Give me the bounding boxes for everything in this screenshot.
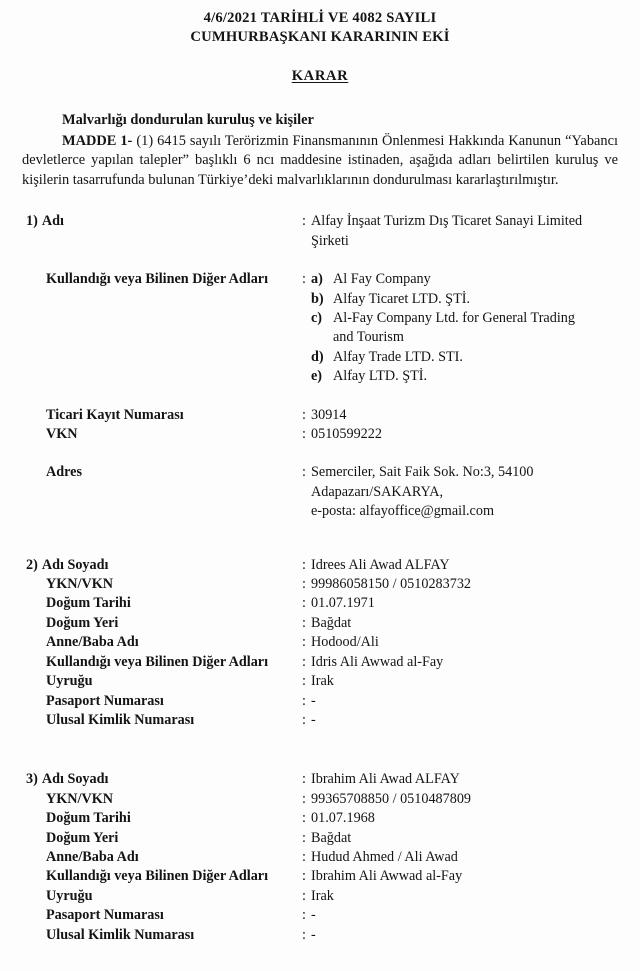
field-row-ykn [0,790,640,809]
address-line-2: Adapazarı/SAKARYA, [311,483,444,500]
organization-name [311,212,622,251]
ykn-vkn-number: 99365708850 / 0510487809 [311,790,472,807]
entry-2-value-parents [302,633,640,652]
entry-1-label-name [0,212,302,231]
intro-section [22,111,618,190]
field-row-fullname [0,556,640,575]
entry-3-label-parents [0,848,302,867]
entry-3-number: 3) [26,771,38,788]
entry-3-value-fullname [302,770,640,789]
parents-names: Hodood/Ali [311,634,379,651]
alias-value: Al Fay Company [333,271,431,288]
field-row-passport [0,692,640,711]
birth-place: Bağdat [311,829,352,846]
label-text: Doğum Tarihi [46,595,131,612]
field-row-birthplace [0,829,640,848]
field-row-nationality [0,672,640,691]
entry-2-value-ykn [302,575,640,594]
colon-separator: : [302,926,306,943]
field-row-aliases [0,270,640,386]
entry-person-2 [0,556,640,731]
address-block [311,463,622,521]
field-row-aliases [0,653,640,672]
colon-separator: : [302,887,306,904]
entry-3-value-birthdate [302,809,640,828]
alias-value: Alfay Ticaret LTD. ŞTİ. [333,290,471,307]
alias-key: a) [311,271,323,288]
list-item-continuation [311,328,622,347]
entry-1-label-address [0,463,302,482]
field-row-birthplace [0,614,640,633]
list-item [311,348,622,367]
label-text: Ulusal Kimlik Numarası [46,926,195,943]
entry-3-label-birthplace [0,829,302,848]
list-item [311,367,622,386]
field-row-parents [0,633,640,652]
field-row-nationality [0,887,640,906]
entry-2-value-birthplace [302,614,640,633]
entry-3-value-nationalid [302,926,640,945]
label-text: Doğum Yeri [46,614,119,631]
entry-2-value-aliases [302,653,640,672]
alias-key: d) [311,348,324,365]
entry-2-value-nationalid [302,711,640,730]
vkn-number: 0510599222 [311,426,382,443]
entry-3-value-passport [302,906,640,925]
alias-key: c) [311,310,323,326]
label-text: Doğum Tarihi [46,810,131,827]
colon-separator: : [302,464,306,481]
field-row-parents [0,848,640,867]
list-item [311,270,622,289]
entry-3-label-ykn [0,790,302,809]
entry-person-3 [0,770,640,945]
person-fullname: Ibrahim Ali Awad ALFAY [311,771,460,788]
label-text: Adı [41,213,64,230]
address-line-1: Semerciler, Sait Faik Sok. No:3, 54100 [311,464,534,481]
colon-separator: : [302,810,306,827]
person-fullname: Idrees Ali Awad ALFAY [311,556,450,573]
entry-3-value-nationality [302,887,640,906]
field-row-nationalid [0,926,640,945]
entry-3-value-aliases [302,867,640,886]
alias-key: b) [311,290,324,307]
field-row-address [0,463,640,521]
entry-2-label-nationalid [0,711,302,730]
label-text: Uyruğu [46,887,93,904]
passport-number: - [311,692,316,709]
decision-title: KARAR [291,68,349,84]
colon-separator: : [302,711,306,728]
entry-1-value-address [302,463,640,521]
registry-number: 30914 [311,406,347,423]
entry-2-label-birthplace [0,614,302,633]
colon-separator: : [302,790,306,807]
entry-2-label-fullname [0,556,302,575]
colon-separator: : [302,634,306,651]
organization-name-line1: Alfay İnşaat Turizm Dış Ticaret Sanayi Limited [311,213,583,230]
birth-place: Bağdat [311,614,352,631]
colon-separator: : [302,213,306,230]
colon-separator: : [302,614,306,631]
label-text: Ticari Kayıt Numarası [46,406,184,423]
field-row-ykn [0,575,640,594]
entry-2-label-passport [0,692,302,711]
entry-3-value-ykn [302,790,640,809]
entry-3-label-passport [0,906,302,925]
entry-organization [0,212,640,521]
label-text: Kullandığı veya Bilinen Diğer Adları [46,868,269,885]
field-row-registry [0,406,640,425]
national-id-number: - [311,926,316,943]
entry-3-value-parents [302,848,640,867]
decision-title-wrap [0,67,640,85]
label-text: Doğum Yeri [46,829,119,846]
entry-3-label-aliases [0,867,302,886]
label-text: Ulusal Kimlik Numarası [46,711,195,728]
colon-separator: : [302,771,306,788]
entry-2-number: 2) [26,556,38,573]
entry-2-value-passport [302,692,640,711]
organization-name-line2: Şirketi [311,232,349,249]
passport-number: - [311,907,316,924]
entry-3-value-birthplace [302,829,640,848]
parents-names: Hudud Ahmed / Ali Awad [311,848,458,865]
article-body: (1) 6415 sayılı Terörizmin Finansmanının Önlenmesi Hakkında Kanunun “Yabancı devletlerce yapılan talepler” başlıklı 6 ncı maddesine istinaden, aşağıda adları belirtilen kuruluş ve kişilerin tasarrufunda bulunan Türkiye’deki malvarlıklarının dondurulması kararlaştırılmıştır. [22,132,618,188]
colon-separator: : [302,426,306,443]
colon-separator: : [302,576,306,593]
entries-list [0,212,640,945]
entry-3-label-nationality [0,887,302,906]
colon-separator: : [302,868,306,885]
colon-separator: : [302,653,306,670]
document-header [0,0,640,47]
label-text: Anne/Baba Adı [46,634,139,651]
alias-list [311,270,622,386]
alias-value: Alfay LTD. ŞTİ. [333,368,428,385]
label-text: Uyruğu [46,673,93,690]
intro-paragraph [22,132,618,191]
field-row-passport [0,906,640,925]
entry-1-value-registry [302,406,640,425]
field-row-birthdate [0,594,640,613]
entry-2-label-ykn [0,575,302,594]
nationality: Irak [311,673,334,690]
colon-separator: : [302,406,306,423]
entry-1-value-name [302,212,640,251]
entry-1-number: 1) [26,213,38,230]
list-item [311,309,622,328]
alias-value: Alfay Trade LTD. STI. [333,348,463,365]
national-id-number: - [311,711,316,728]
entry-2-value-nationality [302,672,640,691]
person-aliases: Ibrahim Ali Awwad al-Fay [311,868,463,885]
field-row-fullname [0,770,640,789]
alias-value: Al-Fay Company Ltd. for General Trading [333,310,575,326]
entry-2-label-aliases [0,653,302,672]
birth-date: 01.07.1968 [311,810,375,827]
label-text: Adı Soyadı [41,556,109,573]
entry-1-value-aliases [302,270,640,386]
label-text: Anne/Baba Adı [46,848,139,865]
entry-1-label-vkn [0,425,302,444]
label-text: Kullandığı veya Bilinen Diğer Adları [46,653,269,670]
entry-3-label-nationalid [0,926,302,945]
field-row-aliases [0,867,640,886]
field-row-name [0,212,640,251]
intro-subtitle: Malvarlığı dondurulan kuruluş ve kişiler [62,112,314,128]
nationality: Irak [311,887,334,904]
colon-separator: : [302,271,306,288]
label-text: Adı Soyadı [41,771,109,788]
field-row-nationalid [0,711,640,730]
article-label: MADDE 1- [62,132,133,149]
colon-separator: : [302,595,306,612]
person-aliases: Idris Ali Awwad al-Fay [311,653,444,670]
alias-key: e) [311,368,323,385]
header-line-1: 4/6/2021 TARİHLİ VE 4082 SAYILI [203,10,437,26]
address-email: e-posta: alfayoffice@gmail.com [311,503,494,520]
colon-separator: : [302,556,306,573]
entry-2-value-fullname [302,556,640,575]
label-text: YKN/VKN [46,790,113,807]
list-item [311,290,622,309]
entry-2-label-birthdate [0,594,302,613]
entry-2-label-nationality [0,672,302,691]
colon-separator: : [302,848,306,865]
entry-2-value-birthdate [302,594,640,613]
label-text: Pasaport Numarası [46,692,164,709]
entry-3-label-birthdate [0,809,302,828]
entry-1-value-vkn [302,425,640,444]
ykn-vkn-number: 99986058150 / 0510283732 [311,576,472,593]
field-row-vkn [0,425,640,444]
label-text: Adres [46,464,82,481]
label-text: Kullandığı veya Bilinen Diğer Adları [46,271,269,288]
entry-1-label-aliases [0,270,302,289]
entry-2-label-parents [0,633,302,652]
colon-separator: : [302,692,306,709]
colon-separator: : [302,673,306,690]
header-line-2: CUMHURBAŞKANI KARARININ EKİ [190,29,450,45]
birth-date: 01.07.1971 [311,595,375,612]
field-row-birthdate [0,809,640,828]
entry-3-label-fullname [0,770,302,789]
label-text: YKN/VKN [46,576,113,593]
entry-1-label-registry [0,406,302,425]
colon-separator: : [302,829,306,846]
colon-separator: : [302,907,306,924]
label-text: VKN [46,426,78,443]
label-text: Pasaport Numarası [46,907,164,924]
alias-value: and Tourism [333,329,404,346]
